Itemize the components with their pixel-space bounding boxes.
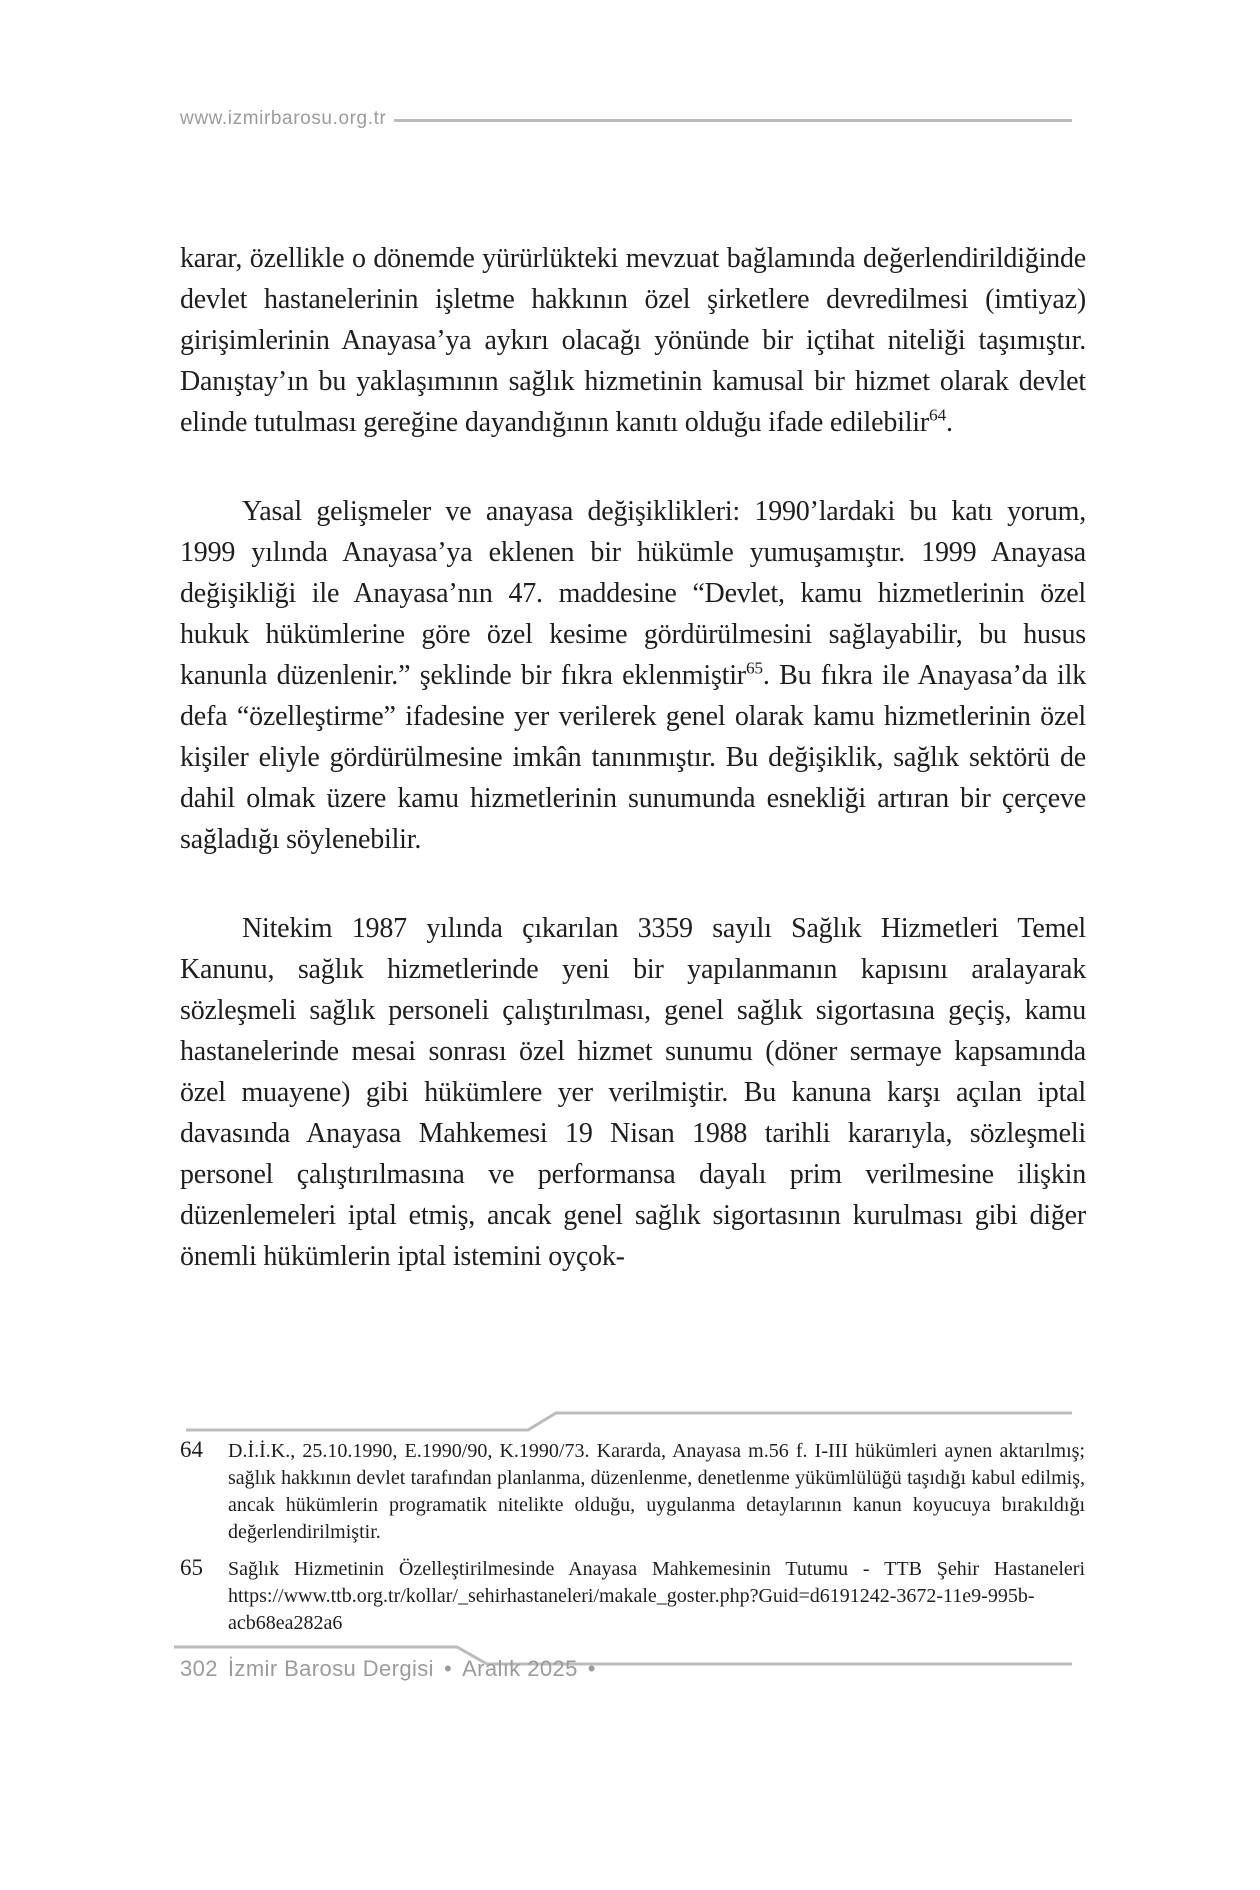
footnote-ref: 65 (745, 658, 763, 678)
footnote-number: 64 (180, 1437, 203, 1462)
footnote-text: Sağlık Hizmetinin Özelleştirilmesinde Anayasa Mahkemesinin Tutumu - TTB Şehir Hastaneleri https://www.ttb.org.tr/kollar/_sehirhastaneleri/makale_goster.php?Guid=d6191242-3672-11e9-995b-acb68ea282a6 (228, 1558, 1085, 1634)
paragraph: karar, özellikle o dönemde yürürlükteki mevzuat bağlamında değerlendirildiğinde devlet hastanelerinin işletme hakkının özel şirketlere devredilmesi (imtiyaz) girişimlerinin Anayasa’ya aykırı olacağı yönünde bir içtihat niteliği taşımıştır. Danıştay’ın bu yaklaşımının sağlık hizmetinin kamusal bir hizmet olarak devlet elinde tutulması gereğine dayandığının kanıtı olduğu ifade edilebilir$^{64}$. (180, 243, 1086, 438)
page-footer (180, 1656, 596, 1682)
footer-bullet-2: • (587, 1656, 596, 1681)
footer-bullet: • (443, 1656, 453, 1681)
journal-website-url: www.izmirbarosu.org.tr (180, 108, 387, 129)
page-header (180, 108, 1072, 130)
paragraph: Nitekim 1987 yılında çıkarılan 3359 sayılı Sağlık Hizmetleri Temel Kanunu, sağlık hizmetlerinde yeni bir yapılanmanın kapısını aralayarak sözleşmeli sağlık personeli çalıştırılması, genel sağlık sigortasına geçiş, kamu hastanelerinde mesai sonrası özel hizmet sunumu (döner sermaye kapsamında özel muayene) gibi hükümlere yer verilmiştir. Bu kanuna karşı açılan iptal davasında Anayasa Mahkemesi 19 Nisan 1988 tarihli kararıyla, sözleşmeli personel çalıştırılmasına ve performansa dayalı prim verilmesine ilişkin düzenlemeleri iptal etmiş, ancak genel sağlık sigortasının kurulması gibi diğer önemli hükümlerin iptal istemini oyçok- (180, 913, 1086, 1272)
footnote (180, 1556, 1085, 1637)
footnotes (180, 1438, 1085, 1647)
issue-date: Aralık 2025 (462, 1656, 578, 1681)
footnote-separator-rule (186, 1413, 1072, 1430)
article-body (180, 238, 1086, 1325)
header-rule (394, 119, 1072, 122)
footnote-ref: 64 (929, 405, 946, 425)
journal-title: İzmir Barosu Dergisi (227, 1656, 434, 1681)
footnote-text: D.İ.İ.K., 25.10.1990, E.1990/90, K.1990/73. Kararda, Anayasa m.56 f. I-III hükümleri aynen aktarılmış; sağlık hakkının devlet tarafından planlanma, düzenlenme, denetlenme yükümlülüğü taşıdığı kabul edilmiş, ancak hükümlerin programatik nitelikte olduğu, uygulanma detaylarının kanun koyucuya bırakıldığı değerlendirilmiştir. (228, 1440, 1085, 1543)
paragraph: Yasal gelişmeler ve anayasa değişiklikleri: 1990’lardaki bu katı yorum, 1999 yılında Anayasa’ya eklenen bir hükümle yumuşamıştır. 1999 Anayasa değişikliği ile Anayasa’nın 47. maddesine “Devlet, kamu hizmetlerinin özel hukuk hükümlerine göre özel kesime gördürülmesini sağlayabilir, bu husus kanunla düzenlenir.” şeklinde bir fıkra eklenmiştir$^{65}$. Bu fıkra ile Anayasa’da ilk defa “özelleştirme” ifadesine yer verilerek genel olarak kamu hizmetlerinin özel kişiler eliyle gördürülmesine imkân tanınmıştır. Bu değişiklik, sağlık sektörü de dahil olmak üzere kamu hizmetlerinin sunumunda esnekliği artıran bir çerçeve sağladığı söylenebilir. (180, 496, 1086, 855)
footnote (180, 1438, 1085, 1546)
footnote-number: 65 (180, 1555, 203, 1580)
page-number: 302 (180, 1656, 218, 1681)
